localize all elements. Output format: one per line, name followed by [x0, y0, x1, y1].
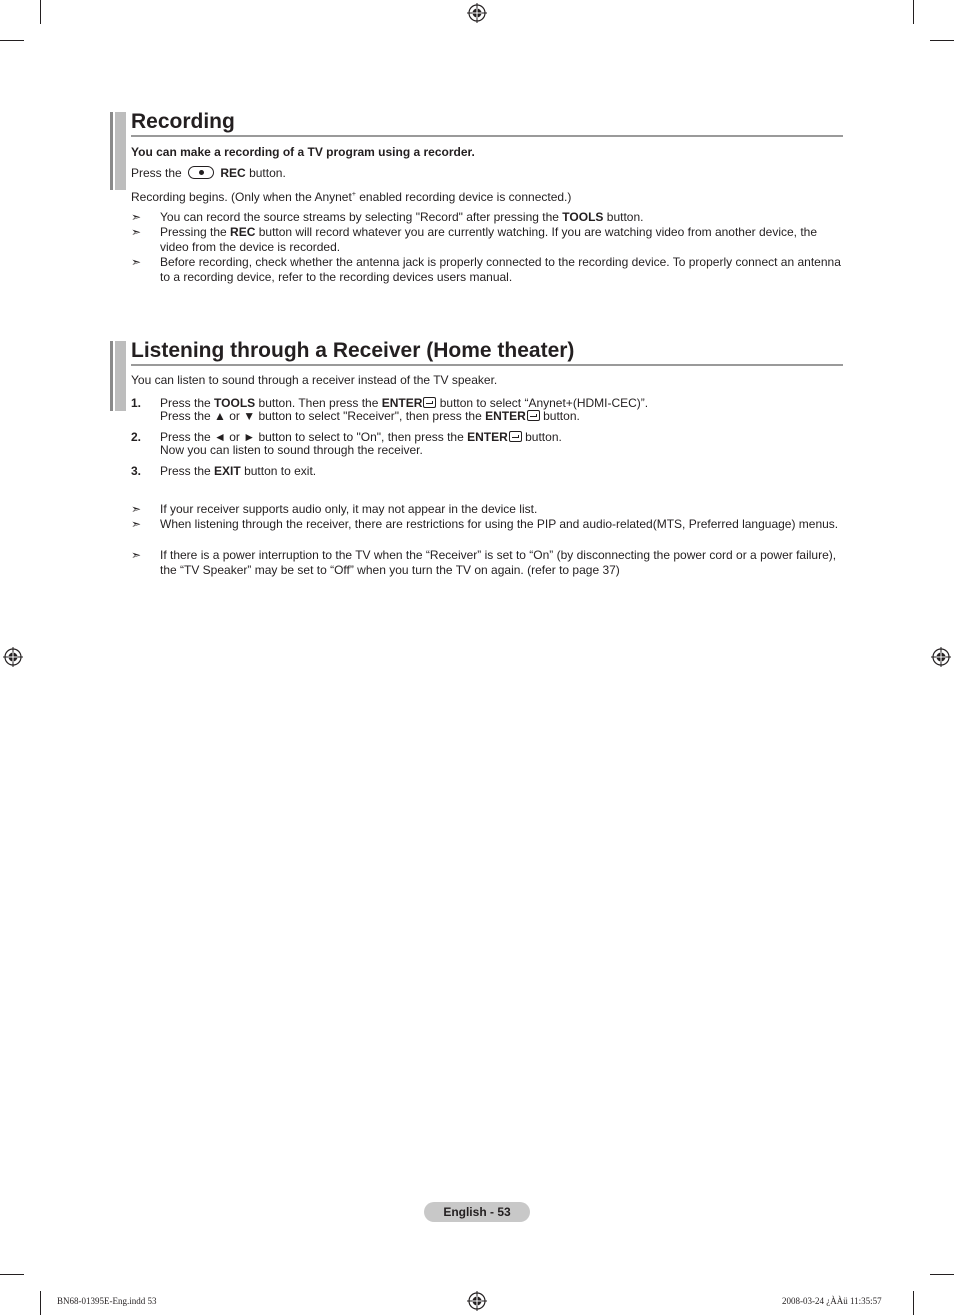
recording-section — [110, 112, 843, 292]
crop-mark — [930, 40, 954, 41]
note-text: You can record the source streams by selecting "Record" after pressing the — [160, 210, 559, 224]
step-line: Press the ◄ or ► button to select to "On", then press the ENTER button. — [160, 430, 562, 444]
crop-mark — [913, 1291, 914, 1315]
registration-mark-icon — [467, 3, 487, 23]
registration-mark-icon — [467, 1291, 487, 1311]
rec-button-icon — [188, 166, 214, 179]
step-number: 2. — [131, 430, 142, 444]
note-key: REC — [230, 225, 256, 239]
receiver-section — [110, 341, 843, 591]
note-text: button. — [606, 210, 644, 224]
crop-mark — [40, 1291, 41, 1315]
step-line: Press the EXIT button to exit. — [160, 464, 317, 478]
enter-icon — [509, 431, 522, 442]
section-bar — [110, 112, 126, 190]
note-text: button will record whatever you are currently watching. If you are watching video from another device, the video from the device is recorded. — [160, 225, 818, 254]
recording-title: Recording — [131, 110, 235, 133]
begins-sup: + — [351, 191, 356, 198]
begins-text: Recording begins. (Only when the Anynet — [131, 190, 352, 204]
registration-mark-icon — [931, 647, 951, 667]
crop-mark — [913, 0, 914, 24]
title-rule — [131, 135, 843, 137]
rec-key: REC — [220, 166, 246, 180]
note-text: When listening through the receiver, there are restrictions for using the PIP and audio-related(MTS, Preferred language) menus. — [160, 517, 839, 531]
step-number: 1. — [131, 396, 142, 410]
slug-file: BN68-01395E-Eng.indd 53 — [57, 1296, 157, 1306]
note-arrow-icon: ➣ — [131, 210, 142, 224]
note-arrow-icon: ➣ — [131, 517, 142, 531]
step-line: Press the TOOLS button. Then press the ENTER button to select “Anynet+(HDMI-CEC)”. — [160, 396, 649, 410]
enter-icon — [527, 410, 540, 421]
crop-mark — [0, 40, 24, 41]
recording-begins-line — [131, 187, 571, 205]
press-pre: Press the — [131, 166, 182, 180]
recording-press-line — [131, 166, 286, 181]
note-text: If there is a power interruption to the TV when the “Receiver” is set to “On” (by disconnecting the power cord or a power failure), the “TV Speaker” may be set to “Off” when you turn the TV on again. (refer to page 37) — [160, 548, 837, 577]
crop-mark — [40, 0, 41, 24]
recording-intro: You can make a recording of a TV program using a recorder. — [131, 145, 475, 159]
note-arrow-icon: ➣ — [131, 255, 142, 269]
step-line: Now you can listen to sound through the receiver. — [160, 443, 423, 457]
note-key: TOOLS — [562, 210, 604, 224]
crop-mark — [930, 1274, 954, 1275]
page-number-badge: English - 53 — [424, 1202, 530, 1222]
note-text: If your receiver supports audio only, it may not appear in the device list. — [160, 502, 538, 516]
section-bar — [110, 341, 126, 411]
begins-post: enabled recording device is connected.) — [359, 190, 572, 204]
note-arrow-icon: ➣ — [131, 225, 142, 239]
note-text: Pressing the — [160, 225, 227, 239]
press-post: button. — [249, 166, 286, 180]
registration-mark-icon — [3, 647, 23, 667]
note-arrow-icon: ➣ — [131, 548, 142, 562]
title-rule — [131, 364, 843, 366]
step-line: Press the ▲ or ▼ button to select "Receiver", then press the ENTER button. — [160, 409, 580, 423]
slug-date: 2008-03-24 ¿ÀÀü 11:35:57 — [782, 1296, 882, 1306]
receiver-title: Listening through a Receiver (Home theater) — [131, 339, 575, 362]
note-text: Before recording, check whether the antenna jack is properly connected to the recording device. To properly connect an antenna to a recording device, refer to the recording devices users manual. — [160, 255, 841, 284]
receiver-intro: You can listen to sound through a receiver instead of the TV speaker. — [131, 373, 498, 387]
step-number: 3. — [131, 464, 142, 478]
enter-icon — [423, 397, 436, 408]
note-arrow-icon: ➣ — [131, 502, 142, 516]
crop-mark — [0, 1274, 24, 1275]
